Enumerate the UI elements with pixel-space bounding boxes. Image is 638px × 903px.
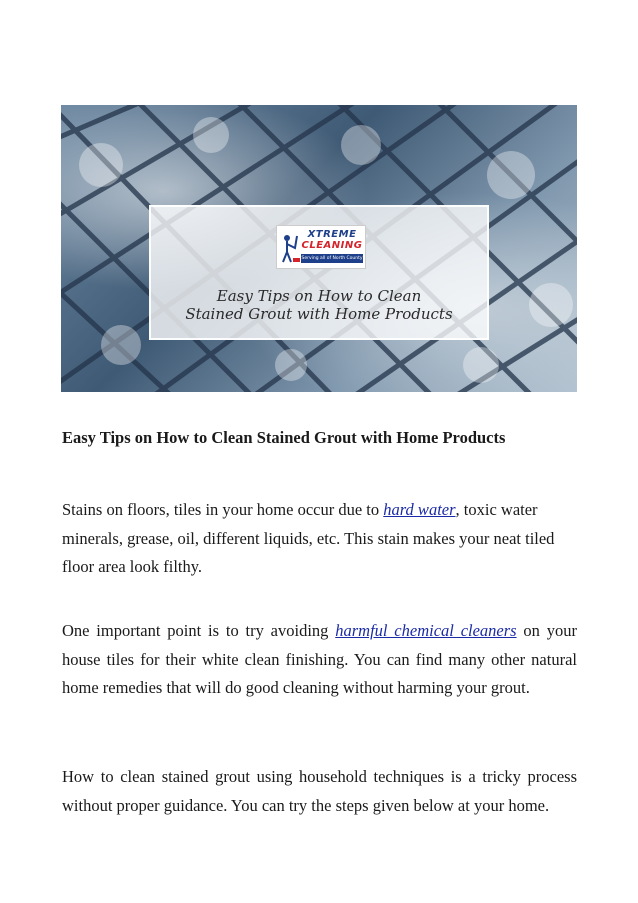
- paragraph-3: How to clean stained grout using household techniques is a tricky process without proper guidance. You can try the steps given below at your home.: [62, 767, 577, 815]
- paragraph-1: [62, 496, 577, 582]
- p2-text-before: One important point is to try avoiding: [62, 621, 336, 640]
- logo-tagline: Serving all of North County: [301, 256, 363, 261]
- logo-wordmark: [299, 229, 365, 251]
- hero-title-line1: Easy Tips on How to Clean: [216, 287, 422, 305]
- logo-line1: XTREME: [307, 229, 357, 240]
- hero-image: [61, 105, 577, 392]
- hard-water-link[interactable]: hard water: [383, 500, 456, 519]
- xtreme-cleaning-logo: [276, 225, 366, 269]
- logo-line2: CLEANING: [301, 240, 363, 251]
- harmful-chemical-cleaners-link[interactable]: harmful chemical cleaners: [335, 621, 517, 640]
- p1-text-before: Stains on floors, tiles in your home occur due to: [62, 500, 384, 519]
- paragraph-2: [62, 617, 577, 703]
- cleaner-figure-icon: [279, 232, 301, 264]
- hero-title-line2: Stained Grout with Home Products: [185, 305, 453, 323]
- hero-title: [151, 287, 487, 323]
- p1-text-after: , toxic water minerals, grease, oil, different liquids, etc. This stain makes your neat tiled floor area look filthy.: [62, 500, 555, 576]
- title-card: [149, 205, 489, 340]
- p2-text-after: on your house tiles for their white clean finishing. You can find many other natural home remedies that will do good cleaning without harming your grout.: [62, 621, 577, 697]
- article-title: Easy Tips on How to Clean Stained Grout with Home Products: [62, 428, 506, 447]
